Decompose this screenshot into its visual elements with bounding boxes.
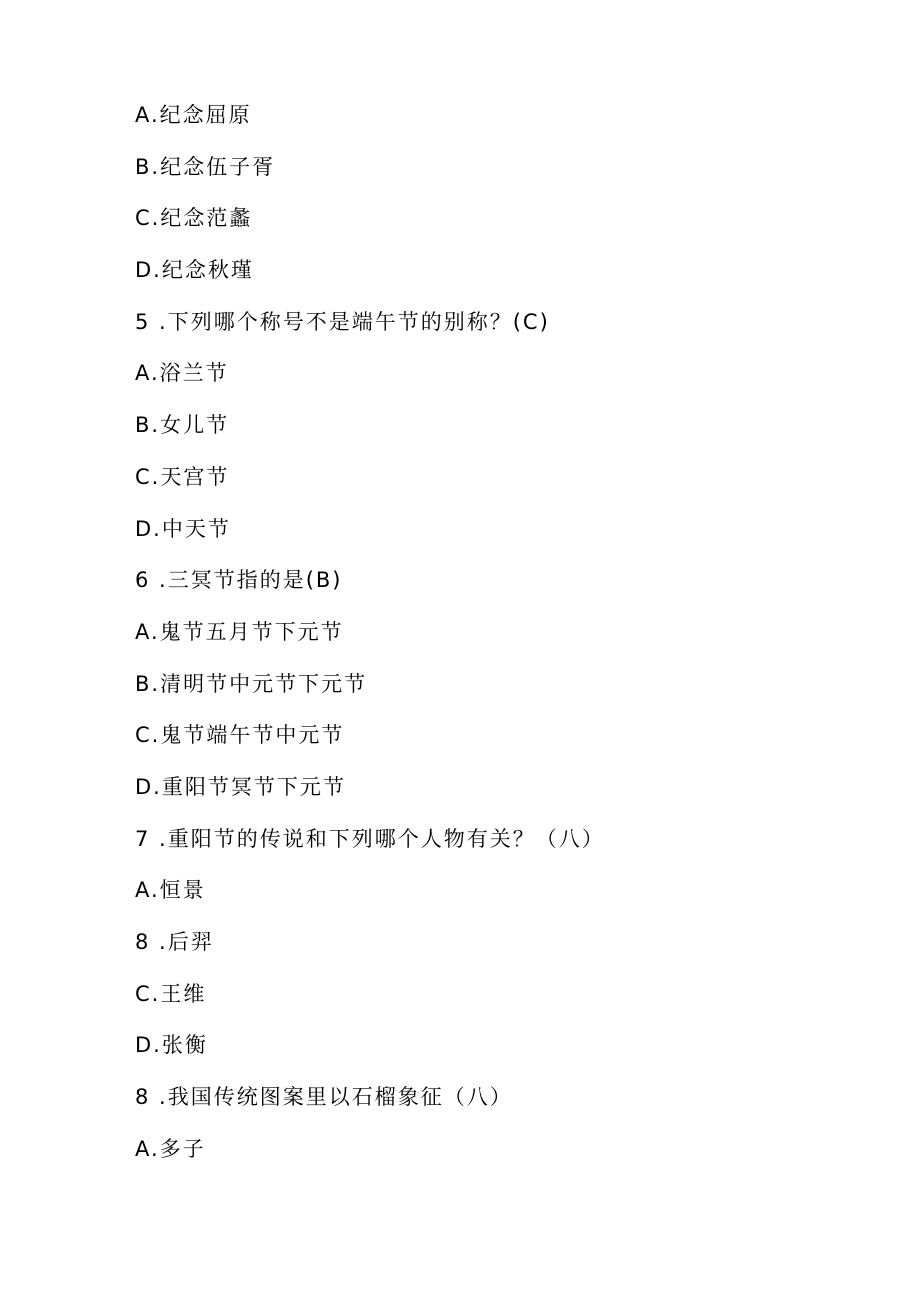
question-6: 6 .三冥节指的是(B)	[135, 568, 343, 593]
option-c-fan-li: C.纪念范蠡	[135, 206, 253, 231]
option-d-chongyang: D.重阳节冥节下元节	[135, 774, 346, 799]
option-d-qiu-jin: D.纪念秋瑾	[135, 258, 254, 283]
option-a-many-children: A.多子	[135, 1136, 206, 1161]
option-b-daughter-festival: B.女儿节	[135, 413, 230, 438]
question-list	[135, 97, 605, 1182]
option-c-ghost-duanwu: C.鬼节端午节中元节	[135, 723, 345, 748]
option-a-ghost-festival: A.鬼节五月节下元节	[135, 619, 344, 644]
question-7: 7 .重阳节的传说和下列哪个人物有关？（八）	[135, 826, 605, 851]
option-c-wang-wei: C.王维	[135, 981, 207, 1006]
option-d-zhang-heng: D.张衡	[135, 1033, 208, 1058]
option-b-wu-zixu: B.纪念伍子胥	[135, 154, 276, 179]
option-a-heng-jing: A.恒景	[135, 878, 206, 903]
option-b-qingming: B.清明节中元节下元节	[135, 671, 368, 696]
option-hou-yi: 8 .后羿	[135, 930, 214, 954]
option-a-qu-yuan: A.纪念屈原	[135, 103, 252, 127]
question-5: 5 .下列哪个称号不是端午节的别称？(C)	[135, 309, 550, 334]
option-c-tiangong-festival: C.天宫节	[135, 464, 230, 489]
option-a-yulan-festival: A.浴兰节	[135, 361, 229, 386]
question-8: 8 .我国传统图案里以石榴象征（八）	[135, 1085, 513, 1110]
option-d-zhongtian-festival: D.中天节	[135, 516, 231, 541]
